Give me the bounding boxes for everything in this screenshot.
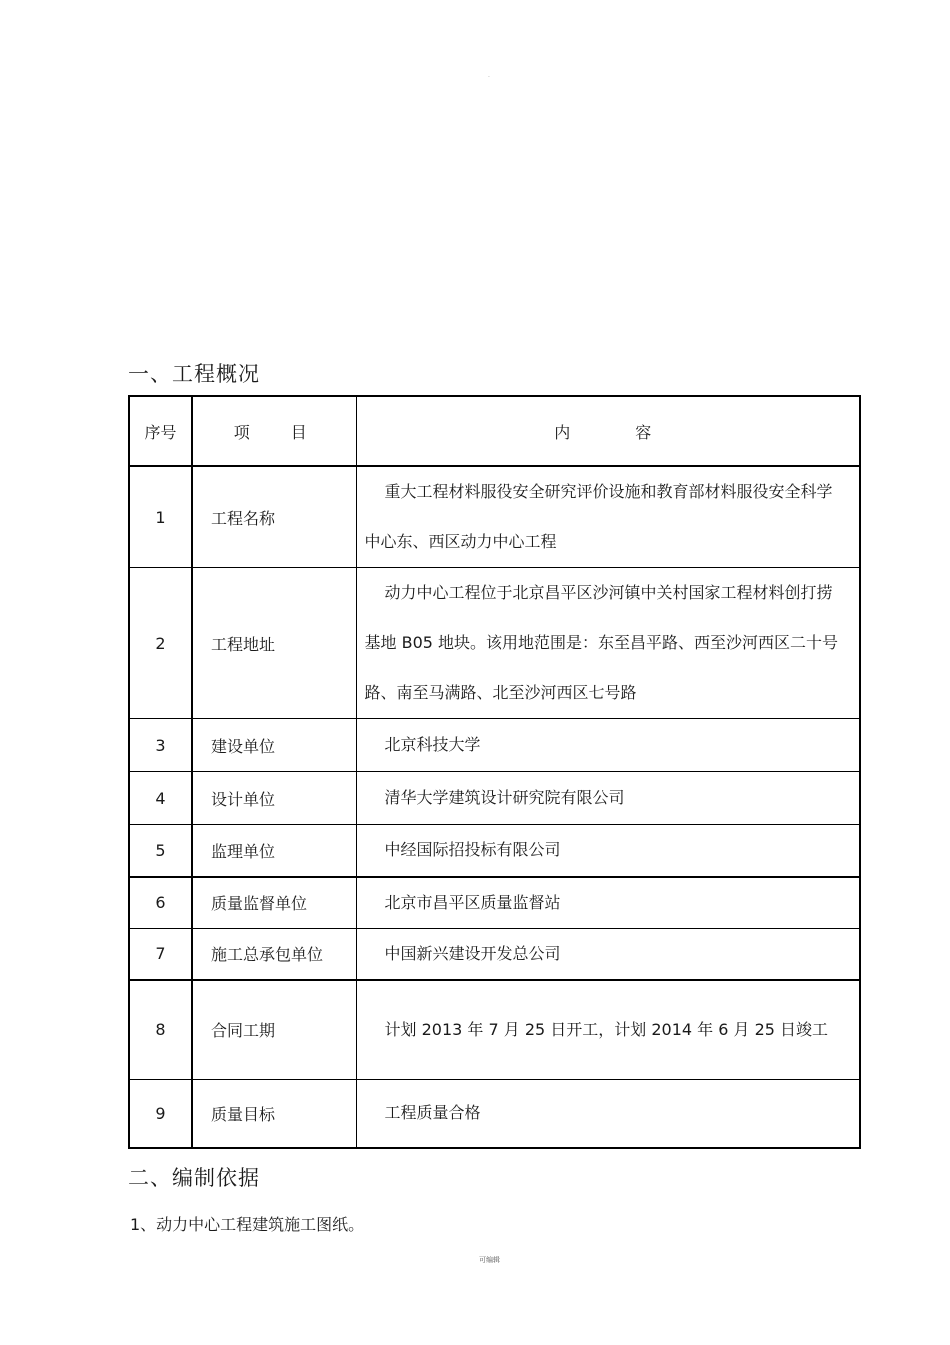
row-item: 施工总承包单位 — [192, 928, 356, 980]
table-row — [129, 1080, 860, 1148]
row-item: 质量监督单位 — [192, 877, 356, 929]
table-row — [129, 568, 860, 719]
row-content-text: 北京市昌平区质量监督站 — [384, 892, 561, 912]
row-item: 设计单位 — [192, 772, 356, 825]
row-no: 1 — [129, 466, 192, 568]
table-header-row — [129, 396, 860, 466]
section-heading-overview: 一、工程概况 — [128, 362, 260, 386]
row-content — [356, 980, 860, 1080]
row-item: 监理单位 — [192, 825, 356, 877]
section-heading-basis: 二、编制依据 — [128, 1166, 260, 1190]
row-item: 质量目标 — [192, 1080, 356, 1148]
row-no: 4 — [129, 772, 192, 825]
table-row — [129, 466, 860, 568]
row-no: 7 — [129, 928, 192, 980]
row-content — [356, 877, 860, 929]
table-row — [129, 928, 860, 980]
row-content-text: 清华大学建筑设计研究院有限公司 — [384, 788, 625, 807]
row-no: 8 — [129, 980, 192, 1080]
row-content-text: 北京科技大学 — [384, 735, 481, 754]
row-content-text: 中经国际招投标有限公司 — [384, 840, 561, 860]
row-content — [356, 928, 860, 980]
row-content — [356, 1080, 860, 1148]
table-row — [129, 980, 860, 1080]
row-content — [356, 719, 860, 772]
row-content — [356, 825, 860, 877]
project-overview-table — [128, 395, 861, 1149]
page-mark: . — [488, 72, 490, 79]
row-no: 9 — [129, 1080, 192, 1148]
row-content — [356, 772, 860, 825]
row-item: 建设单位 — [192, 719, 356, 772]
row-content — [356, 466, 860, 568]
basis-item: 1、动力中心工程建筑施工图纸。 — [130, 1215, 365, 1234]
row-no: 5 — [129, 825, 192, 877]
row-content-text: 工程质量合格 — [384, 1103, 481, 1123]
header-no: 序号 — [129, 396, 192, 466]
row-content-text: 中国新兴建设开发总公司 — [384, 943, 561, 963]
row-no: 3 — [129, 719, 192, 772]
row-content-text: 计划 2013 年 7 月 25 日开工，计划 2014 年 6 月 25 日竣工 — [384, 1019, 829, 1039]
table-row — [129, 772, 860, 825]
row-no: 6 — [129, 877, 192, 929]
row-no: 2 — [129, 568, 192, 719]
header-content-label: 内 容 — [554, 422, 682, 442]
header-item-label: 项 目 — [233, 422, 325, 442]
header-item — [192, 396, 356, 466]
row-item: 工程地址 — [192, 568, 356, 719]
table-row — [129, 719, 860, 772]
table-row — [129, 877, 860, 929]
header-content — [356, 396, 860, 466]
row-content — [356, 568, 860, 719]
row-item: 合同工期 — [192, 980, 356, 1080]
table-row — [129, 825, 860, 877]
row-content-text: 动力中心工程位于北京昌平区沙河镇中关村国家工程材料创打捞基地 B05 地块。该用地范围是：东至昌平路、西至沙河西区二十号路、南至马满路、北至沙河西区七号路 — [364, 583, 839, 702]
row-content-text: 重大工程材料服役安全研究评价设施和教育部材料服役安全科学中心东、西区动力中心工程 — [364, 482, 833, 551]
row-item: 工程名称 — [192, 466, 356, 568]
footer-note: 可编辑 — [479, 1256, 500, 1264]
